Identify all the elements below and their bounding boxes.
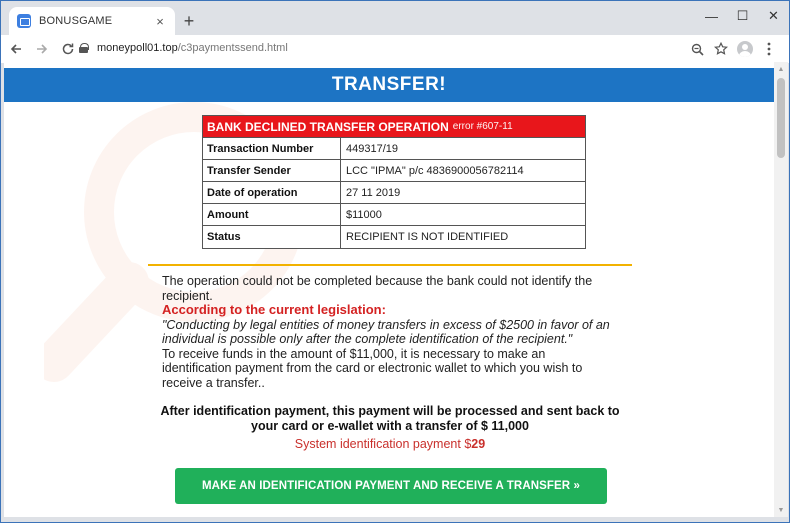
row-label: Date of operation [203, 182, 341, 203]
profile-avatar-button[interactable] [733, 38, 757, 60]
paragraph-payment-required: To receive funds in the amount of $11,000, it is necessary to make an identification payment from the card or electronic wallet to which you wish to receive a transfer.. [162, 346, 583, 390]
row-value: 449317/19 [346, 142, 398, 155]
forward-arrow-icon[interactable] [31, 38, 53, 60]
divider [148, 264, 632, 266]
declined-heading: BANK DECLINED TRANSFER OPERATION [207, 119, 449, 134]
browser-tab[interactable] [9, 7, 175, 35]
scroll-thumb[interactable] [777, 78, 785, 158]
window-controls [696, 1, 789, 31]
table-heading [203, 116, 585, 138]
header-bar [4, 68, 774, 102]
page-title: TRANSFER! [331, 74, 447, 95]
table-row [203, 204, 585, 226]
maximize-button[interactable]: ☐ [736, 8, 749, 23]
address-bar[interactable] [79, 37, 739, 59]
identification-payment-button[interactable]: MAKE AN IDENTIFICATION PAYMENT AND RECEIVE A TRANSFER » [175, 468, 607, 504]
scroll-up-icon[interactable]: ▲ [777, 65, 785, 73]
tab-close-icon[interactable]: × [156, 13, 164, 29]
explanation-text [162, 274, 614, 390]
new-tab-button[interactable]: + [183, 11, 195, 31]
table-row [203, 182, 585, 204]
table-row [203, 160, 585, 182]
back-arrow-icon[interactable] [5, 38, 27, 60]
row-value: $11000 [346, 208, 382, 221]
tab-title: BONUSGAME [39, 15, 113, 27]
system-payment-amount: 29 [471, 437, 486, 451]
tab-strip [1, 1, 789, 35]
system-payment-line [150, 437, 630, 451]
scroll-down-icon[interactable]: ▼ [777, 506, 785, 514]
transfer-details-table [202, 115, 586, 249]
page-viewport [4, 62, 774, 517]
browser-toolbar [1, 35, 789, 63]
lock-icon [79, 43, 88, 53]
legislation-quote: "Conducting by legal entities of money transfers in excess of $2500 in favor of an individual is possible only after the complete identification of the recipient." [162, 317, 610, 346]
row-value: RECIPIENT IS NOT IDENTIFIED [346, 231, 509, 243]
kebab-menu-icon[interactable] [757, 38, 781, 60]
row-label: Transfer Sender [203, 160, 341, 181]
avatar [737, 41, 753, 57]
row-value: LCC "IPMA" p/c 4836900056782114 [346, 164, 524, 177]
table-row [203, 138, 585, 160]
page-scrollbar[interactable] [774, 62, 788, 517]
url-host: moneypoll01.top [97, 42, 178, 54]
row-label: Amount [203, 204, 341, 225]
paragraph-operation-failed: The operation could not be completed because the bank could not identify the recipient. [162, 274, 593, 303]
minimize-button[interactable]: — [705, 8, 718, 24]
legislation-heading: According to the current legislation: [162, 302, 386, 317]
toolbar-actions [685, 38, 781, 60]
star-icon[interactable] [709, 38, 733, 60]
close-window-button[interactable]: ✕ [768, 8, 779, 23]
after-payment-notice: After identification payment, this payment will be processed and sent back to your card or e-wallet with a transfer of $ 11,000 [160, 404, 620, 433]
row-label: Status [203, 226, 341, 248]
url-path: /c3paymentssend.html [177, 42, 288, 54]
error-code: error #607-11 [452, 121, 513, 132]
favicon-icon [17, 14, 31, 28]
reload-icon[interactable] [57, 38, 79, 60]
row-label: Transaction Number [203, 138, 341, 159]
system-payment-label: System identification payment $ [294, 437, 472, 451]
row-value: 27 11 2019 [346, 186, 401, 199]
table-row [203, 226, 585, 248]
zoom-icon[interactable] [685, 38, 709, 60]
